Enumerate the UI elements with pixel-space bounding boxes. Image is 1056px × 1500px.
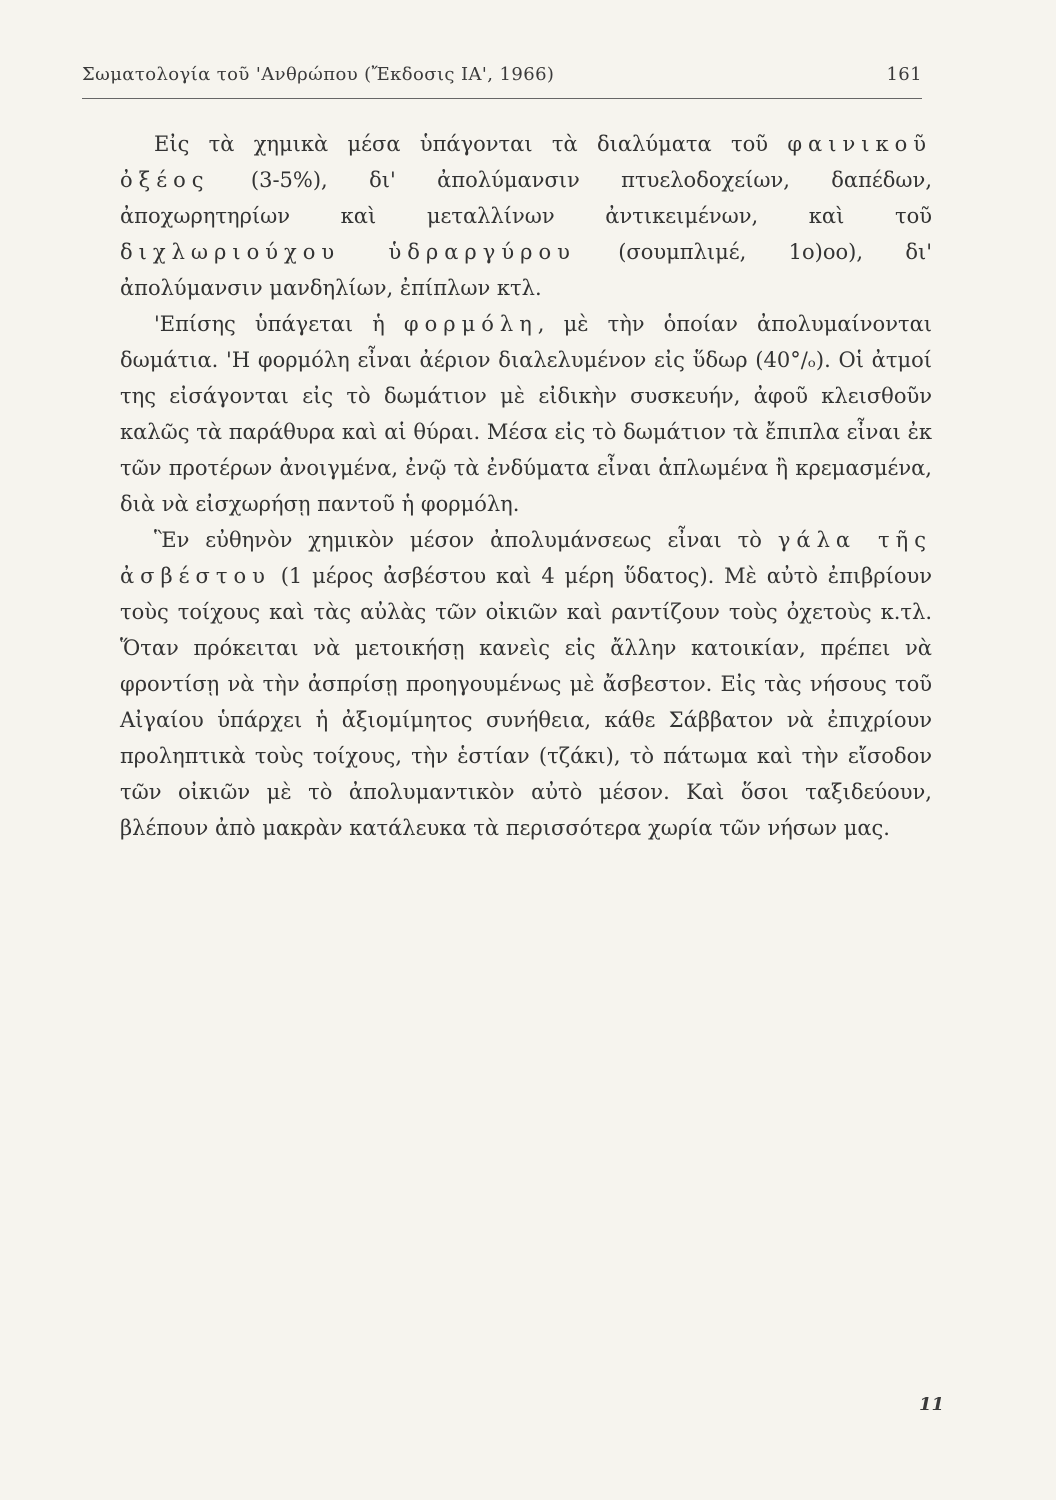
header-rule — [82, 98, 922, 99]
term-lime-milk: γάλα τῆς ἀσβέστου — [120, 528, 932, 588]
paragraph-1 — [120, 126, 932, 306]
paragraph-2-text-b: , μὲ τὴν ὁποίαν ἀπολυμαίνονται δωμάτια. 'Η φορμόλη εἶναι ἀέριον διαλελυμένον εἰς ὕδωρ (40°/ₒ). Οἱ ἀτμοί της εἰσάγονται εἰς τὸ δωμάτιον μὲ εἰδικὴν συσκευήν, ἀφοῦ κλεισθοῦν καλῶς τὰ παράθυρα καὶ αἱ θύραι. Μέσα εἰς τὸ δωμάτιον τὰ ἔπιπλα εἶναι ἐκ τῶν προτέρων ἀνοιγμένα, ἐνῷ τὰ ἐνδύματα εἶναι ἁπλωμένα ἢ κρεμασμένα, διὰ νὰ εἰσχωρήσῃ παντοῦ ἡ φορμόλη. — [120, 312, 932, 516]
term-phenol-acid: φαινικοῦ ὀξέος — [120, 132, 932, 192]
paragraph-3-text-a: Ἓν εὐθηνὸν χημικὸν μέσον ἀπολυμάνσεως εἶναι τὸ — [154, 528, 778, 552]
paragraph-1-text-c: (σουμπλιμέ, 1ο)οο), δι' ἀπολύμανσιν μανδηλίων, ἐπίπλων κτλ. — [120, 240, 932, 300]
body-text — [120, 126, 932, 846]
running-head — [82, 64, 922, 94]
page-number: 161 — [886, 64, 922, 85]
term-formol: φορμόλη — [403, 312, 538, 336]
paragraph-1-text-b: (3-5%), δι' ἀπολύμανσιν πτυελοδοχείων, δαπέδων, ἀποχωρητηρίων καὶ μεταλλίνων ἀντικειμένων, καὶ τοῦ — [120, 168, 932, 228]
paragraph-3 — [120, 522, 932, 846]
paragraph-1-text-a: Εἰς τὰ χημικὰ μέσα ὑπάγονται τὰ διαλύματα τοῦ — [154, 132, 788, 156]
term-mercury-dichloride: διχλωριούχου ὑδραργύρου — [120, 240, 576, 264]
paragraph-2-text-a: 'Επίσης ὑπάγεται ἡ — [154, 312, 404, 336]
signature-mark: 11 — [918, 1394, 944, 1415]
running-title: Σωματολογία τοῦ 'Ανθρώπου (Ἔκδοσις ΙΑ', 1966) — [82, 64, 555, 85]
paragraph-2 — [120, 306, 932, 522]
paragraph-3-text-b: (1 μέρος ἀσβέστου καὶ 4 μέρη ὕδατος). Μὲ αὐτὸ ἐπιβρίουν τοὺς τοίχους καὶ τὰς αὐλὰς τῶν οἰκιῶν καὶ ραντίζουν τοὺς ὀχετοὺς κ.τλ. Ὅταν πρόκειται νὰ μετοικήσῃ κανεὶς εἰς ἄλλην κατοικίαν, πρέπει νὰ φροντίσῃ νὰ τὴν ἀσπρίσῃ προηγουμένως μὲ ἄσβεστον. Εἰς τὰς νήσους τοῦ Αἰγαίου ὑπάρχει ἡ ἀξιομίμητος συνήθεια, κάθε Σάββατον νὰ ἐπιχρίουν προληπτικὰ τοὺς τοίχους, τὴν ἑστίαν (τζάκι), τὸ πάτωμα καὶ τὴν εἴσοδον τῶν οἰκιῶν μὲ τὸ ἀπολυμαντικὸν αὐτὸ μέσον. Καὶ ὅσοι ταξιδεύουν, βλέπουν ἀπὸ μακρὰν κατάλευκα τὰ περισσότερα χωρία τῶν νήσων μας. — [120, 564, 932, 840]
